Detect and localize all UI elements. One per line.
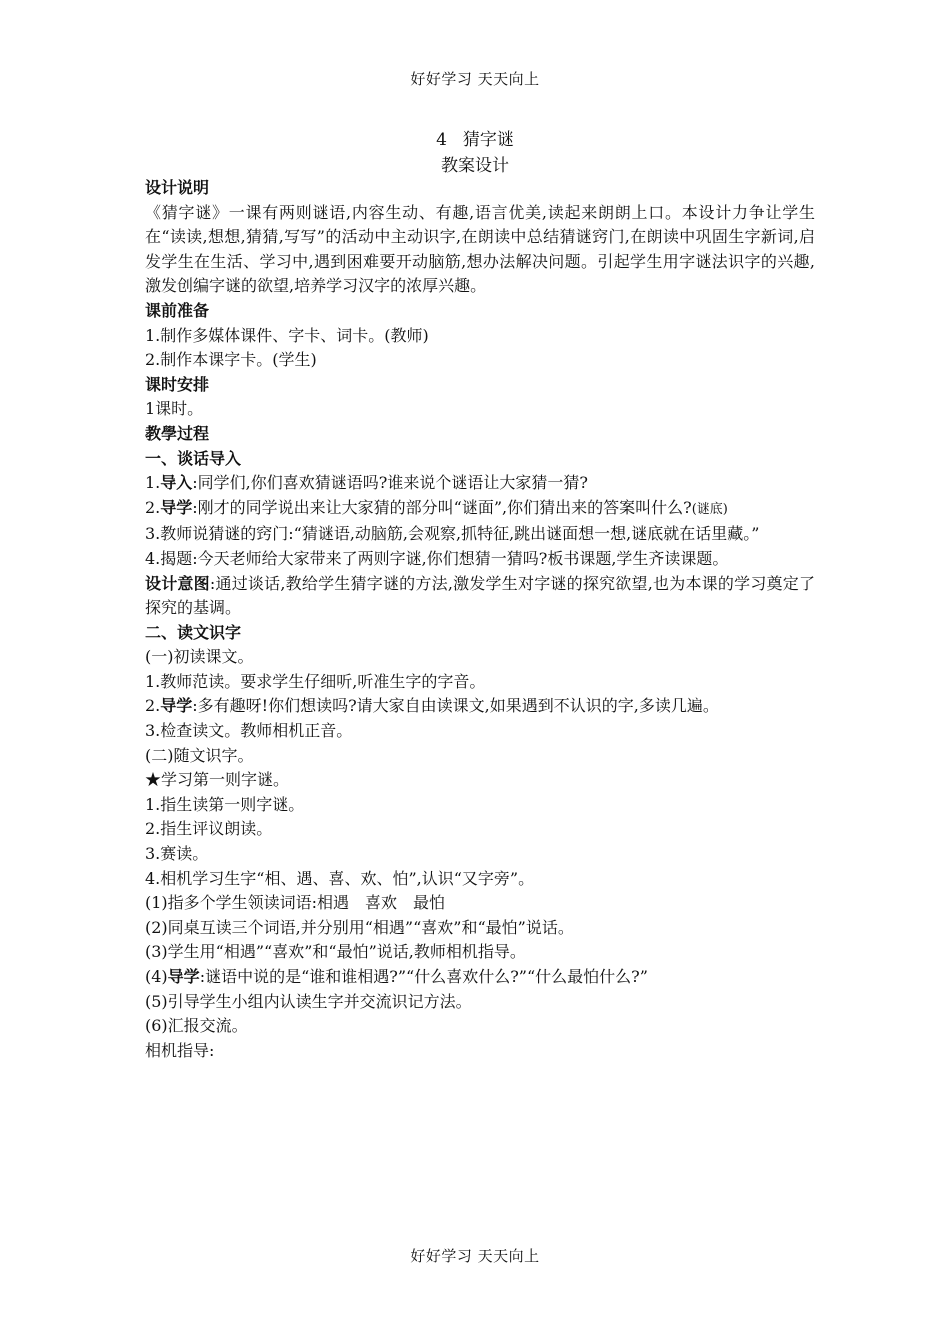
list-item: 4.相机学习生字“相、遇、喜、欢、怕”,认识“又字旁”。 bbox=[145, 868, 535, 888]
part2-sub2: (二)随文识字。 bbox=[145, 745, 254, 765]
lesson-subtitle: 教案设计 bbox=[441, 156, 509, 176]
list-item: 3.赛读。 bbox=[145, 844, 209, 864]
star-item: ★学习第一则字谜。 bbox=[145, 770, 290, 790]
item-text: :谜语中说的是“谁和谁相遇?”“什么喜欢什么?”“什么最怕什么?” bbox=[199, 967, 648, 986]
page-header: 好好学习 天天向上 bbox=[410, 70, 540, 88]
list-item: (5)引导学生小组内认读生字并交流识记方法。 bbox=[145, 991, 472, 1011]
list-item: (3)学生用“相遇”“喜欢”和“最怕”说话,教师相机指导。 bbox=[145, 942, 526, 962]
prep-item: 1.制作多媒体课件、字卡、词卡。(教师) bbox=[145, 325, 429, 345]
item-note: (谜底) bbox=[691, 501, 728, 517]
design-note-heading: 设计说明 bbox=[145, 178, 210, 197]
document-body bbox=[145, 176, 815, 1063]
part2-heading: 二、读文识字 bbox=[145, 622, 242, 642]
schedule-text: 1课时。 bbox=[145, 399, 204, 419]
item-text: :多有趣呀!你们想读吗?请大家自由读课文,如果遇到不认识的字,多读几遍。 bbox=[192, 696, 719, 716]
item-number: 2. bbox=[145, 696, 161, 716]
intent-text: :通过谈话,教给学生猜字谜的方法,激发学生对字谜的探究欲望,也为本课的学习奠定了探究的基调。 bbox=[145, 573, 815, 618]
lesson-number: 4 bbox=[436, 130, 447, 150]
process-heading: 教學过程 bbox=[145, 423, 210, 443]
item-number: 1. bbox=[145, 473, 161, 493]
item-number: (4) bbox=[145, 967, 168, 986]
item-lead: 导学 bbox=[160, 696, 193, 716]
page-footer: 好好学习 天天向上 bbox=[410, 1247, 540, 1265]
part1-item4: 4.揭题:今天老师给大家带来了两则字谜,你们想猜一猜吗?板书课题,学生齐读课题。 bbox=[145, 548, 729, 568]
schedule-heading: 课时安排 bbox=[145, 374, 210, 394]
part2-sub1-item3: 3.检查读文。教师相机正音。 bbox=[145, 721, 353, 741]
intent-lead: 设计意图 bbox=[145, 573, 210, 593]
item-text: :同学们,你们喜欢猜谜语吗?谁来说个谜语让大家猜一猜? bbox=[192, 473, 588, 493]
lesson-title bbox=[0, 127, 950, 153]
prep-item: 2.制作本课字卡。(学生) bbox=[145, 350, 317, 370]
part2-sub1-item2 bbox=[145, 694, 815, 719]
part1-heading: 一、谈话导入 bbox=[145, 448, 242, 468]
item-text: :刚才的同学说出来让大家猜的部分叫“谜面”,你们猜出来的答案叫什么? bbox=[192, 497, 692, 517]
part2-sub1: (一)初读课文。 bbox=[145, 647, 254, 667]
prep-heading: 课前准备 bbox=[145, 300, 210, 320]
list-item bbox=[145, 965, 815, 990]
list-item: 相机指导: bbox=[145, 1040, 215, 1060]
part2-sub1-item1: 1.教师范读。要求学生仔细听,听准生字的字音。 bbox=[145, 671, 486, 691]
part1-item2 bbox=[145, 496, 815, 523]
part1-item1 bbox=[145, 471, 815, 496]
list-item: 1.指生读第一则字谜。 bbox=[145, 794, 305, 814]
list-item: (2)同桌互读三个词语,并分别用“相遇”“喜欢”和“最怕”说话。 bbox=[145, 917, 574, 937]
item-number: 2. bbox=[145, 497, 161, 517]
item-lead: 导学 bbox=[167, 967, 200, 986]
title-block bbox=[0, 127, 950, 179]
list-item: (1)指多个学生领读词语:相遇 喜欢 最怕 bbox=[145, 893, 446, 913]
list-item: (6)汇报交流。 bbox=[145, 1016, 248, 1036]
design-note-text: 《猜字谜》一课有两则谜语,内容生动、有趣,语言优美,读起来朗朗上口。本设计力争让学生在“读读,想想,猜猜,写写”的活动中主动识字,在朗读中总结猜谜窍门,在朗读中巩固生字新词,启发学生在生活、学习中,遇到困难要开动脑筋,想办法解决问题。引起学生用字谜法识字的兴趣,激发创编字谜的欲望,培养学习汉字的浓厚兴趣。 bbox=[145, 202, 815, 296]
item-lead: 导入 bbox=[160, 473, 193, 493]
design-intent bbox=[145, 572, 815, 621]
list-item: 2.指生评议朗读。 bbox=[145, 819, 273, 839]
item-lead: 导学 bbox=[160, 497, 193, 517]
lesson-name: 猜字谜 bbox=[462, 130, 514, 150]
part1-item3: 3.教师说猜谜的窍门:“猜谜语,动脑筋,会观察,抓特征,跳出谜面想一想,谜底就在话里藏。” bbox=[145, 524, 760, 544]
